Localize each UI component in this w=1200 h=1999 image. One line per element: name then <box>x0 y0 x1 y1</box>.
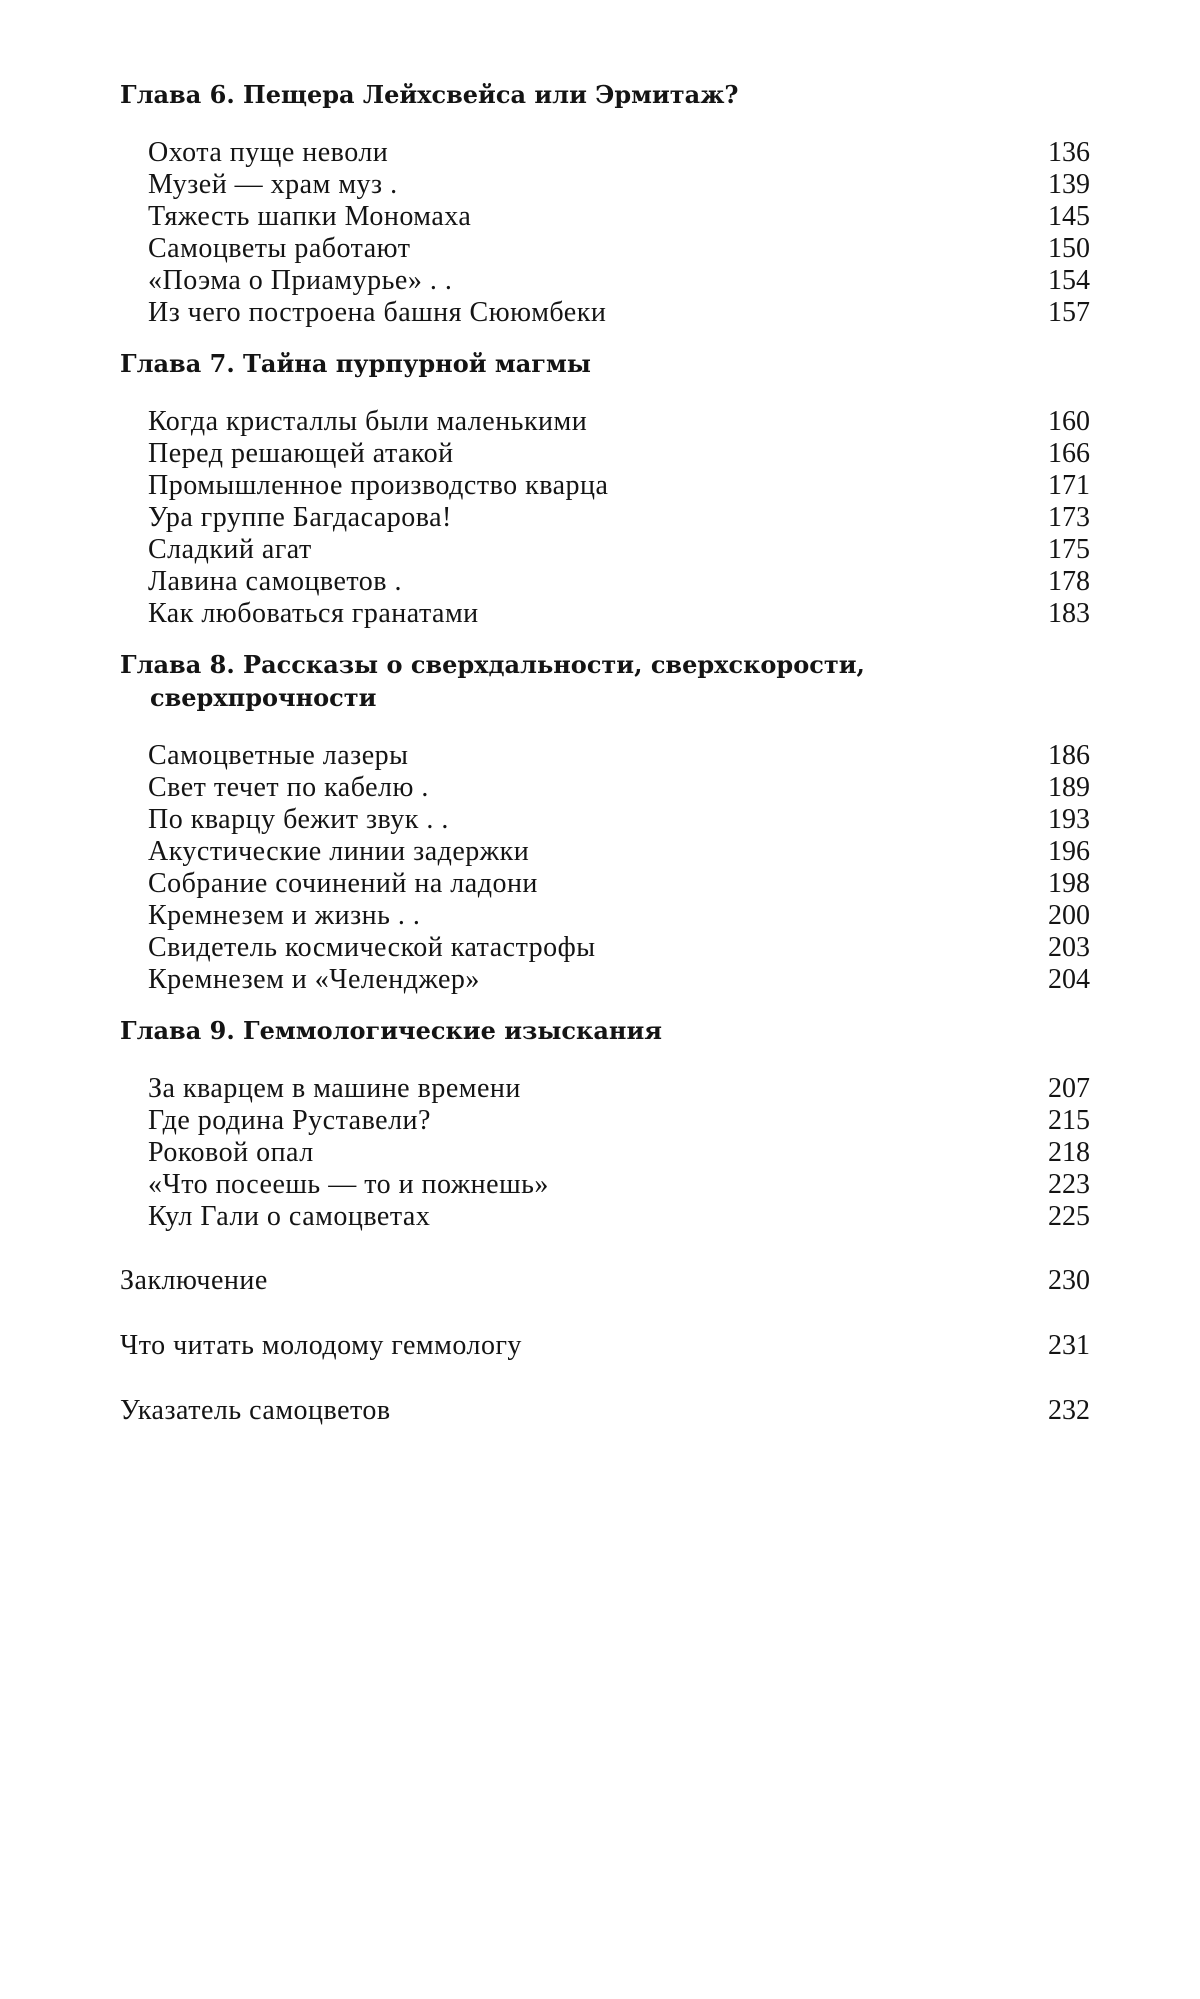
entry-page-number: 231 <box>1048 1330 1090 1361</box>
toc-entry <box>148 137 1090 169</box>
entry-page-number: 183 <box>1048 598 1090 629</box>
entry-title: Самоцветы работают <box>148 233 411 264</box>
chapter-9 <box>120 1014 1090 1233</box>
entry-page-number: 175 <box>1048 534 1090 565</box>
toc-entry <box>148 598 1090 630</box>
entry-page-number: 186 <box>1048 740 1090 771</box>
entry-page-number: 171 <box>1048 470 1090 501</box>
toc-entry <box>148 502 1090 534</box>
chapter-title: Глава 9. Геммологические изыскания <box>120 1016 662 1045</box>
entry-title: Охота пуще неволи <box>148 137 389 168</box>
toc-entry <box>148 1137 1090 1169</box>
entry-title: Перед решающей атакой <box>148 438 454 469</box>
entry-title: Где родина Руставели? <box>148 1105 431 1136</box>
toc-entry-gem-index <box>120 1395 1090 1427</box>
entry-title: Когда кристаллы были маленькими <box>148 406 588 437</box>
entry-page-number: 203 <box>1048 932 1090 963</box>
chapter-entries <box>120 1073 1090 1233</box>
toc-entry <box>148 297 1090 329</box>
toc-entry <box>148 566 1090 598</box>
entry-page-number: 196 <box>1048 836 1090 867</box>
chapter-title: Глава 7. Тайна пурпурной магмы <box>120 349 591 378</box>
toc-entry <box>148 932 1090 964</box>
toc-entry <box>148 169 1090 201</box>
entry-title: Из чего построена башня Сююмбеки <box>148 297 607 328</box>
chapter-title: Глава 8. Рассказы о сверхдальности, сверхскорости, сверхпрочности <box>120 650 865 712</box>
entry-title: «Что посеешь — то и пожнешь» <box>148 1169 549 1200</box>
entry-title: Роковой опал <box>148 1137 314 1168</box>
entry-title: Свет течет по кабелю . <box>148 772 429 803</box>
entry-page-number: 193 <box>1048 804 1090 835</box>
chapter-7 <box>120 347 1090 630</box>
chapter-entries <box>120 406 1090 630</box>
toc-entry <box>148 470 1090 502</box>
entry-page-number: 160 <box>1048 406 1090 437</box>
toc-entry <box>148 534 1090 566</box>
entry-title: Лавина самоцветов . <box>148 566 403 597</box>
entry-title: Указатель самоцветов <box>120 1395 391 1426</box>
entry-title: По кварцу бежит звук . . <box>148 804 449 835</box>
entry-title: Что читать молодому геммологу <box>120 1330 522 1361</box>
entry-title: Сладкий агат <box>148 534 312 565</box>
entry-page-number: 139 <box>1048 169 1090 200</box>
entry-title: Кремнезем и жизнь . . <box>148 900 421 931</box>
chapter-entries <box>120 740 1090 996</box>
entry-page-number: 215 <box>1048 1105 1090 1136</box>
toc-entry <box>148 964 1090 996</box>
toc-entry-conclusion <box>120 1265 1090 1297</box>
toc-entry <box>148 265 1090 297</box>
entry-page-number: 232 <box>1048 1395 1090 1426</box>
entry-page-number: 189 <box>1048 772 1090 803</box>
entry-title: Собрание сочинений на ладони <box>148 868 538 899</box>
entry-page-number: 145 <box>1048 201 1090 232</box>
entry-title: Заключение <box>120 1265 268 1296</box>
toc-entry <box>148 868 1090 900</box>
entry-page-number: 207 <box>1048 1073 1090 1104</box>
toc-entry <box>148 740 1090 772</box>
entry-page-number: 157 <box>1048 297 1090 328</box>
entry-page-number: 225 <box>1048 1201 1090 1232</box>
toc-entry-reading-list <box>120 1330 1090 1362</box>
chapter-entries <box>120 137 1090 329</box>
entry-title: Ура группе Багдасарова! <box>148 502 452 533</box>
entry-title: Самоцветные лазеры <box>148 740 409 771</box>
toc-entry <box>148 438 1090 470</box>
entry-page-number: 173 <box>1048 502 1090 533</box>
entry-title: Кул Гали о самоцветах <box>148 1201 431 1232</box>
entry-page-number: 223 <box>1048 1169 1090 1200</box>
toc-entry <box>148 836 1090 868</box>
entry-title: Промышленное производство кварца <box>148 470 609 501</box>
entry-title: Как любоваться гранатами <box>148 598 479 629</box>
toc-entry <box>148 772 1090 804</box>
toc-entry <box>148 1169 1090 1201</box>
entry-page-number: 166 <box>1048 438 1090 469</box>
entry-title: Кремнезем и «Челенджер» <box>148 964 480 995</box>
toc-entry <box>148 1201 1090 1233</box>
toc-entry <box>148 900 1090 932</box>
entry-title: Акустические линии задержки <box>148 836 530 867</box>
spacer <box>120 1251 1090 1265</box>
entry-page-number: 198 <box>1048 868 1090 899</box>
chapter-6 <box>120 78 1090 329</box>
entry-page-number: 200 <box>1048 900 1090 931</box>
chapter-8 <box>120 648 1090 996</box>
entry-page-number: 178 <box>1048 566 1090 597</box>
toc-entry <box>148 1105 1090 1137</box>
toc-entry <box>148 233 1090 265</box>
entry-title: Тяжесть шапки Мономаха <box>148 201 472 232</box>
entry-page-number: 204 <box>1048 964 1090 995</box>
entry-page-number: 150 <box>1048 233 1090 264</box>
entry-page-number: 218 <box>1048 1137 1090 1168</box>
entry-page-number: 154 <box>1048 265 1090 296</box>
entry-page-number: 136 <box>1048 137 1090 168</box>
entry-title: «Поэма о Приамурье» . . <box>148 265 453 296</box>
entry-title: Свидетель космической катастрофы <box>148 932 596 963</box>
toc-entry <box>148 804 1090 836</box>
toc-entry <box>148 201 1090 233</box>
entry-title: Музей — храм муз . <box>148 169 398 200</box>
entry-page-number: 230 <box>1048 1265 1090 1296</box>
chapter-title: Глава 6. Пещера Лейхсвейса или Эрмитаж? <box>120 80 739 109</box>
toc-entry <box>148 406 1090 438</box>
toc-entry <box>148 1073 1090 1105</box>
table-of-contents <box>120 78 1090 1460</box>
entry-title: За кварцем в машине времени <box>148 1073 521 1104</box>
